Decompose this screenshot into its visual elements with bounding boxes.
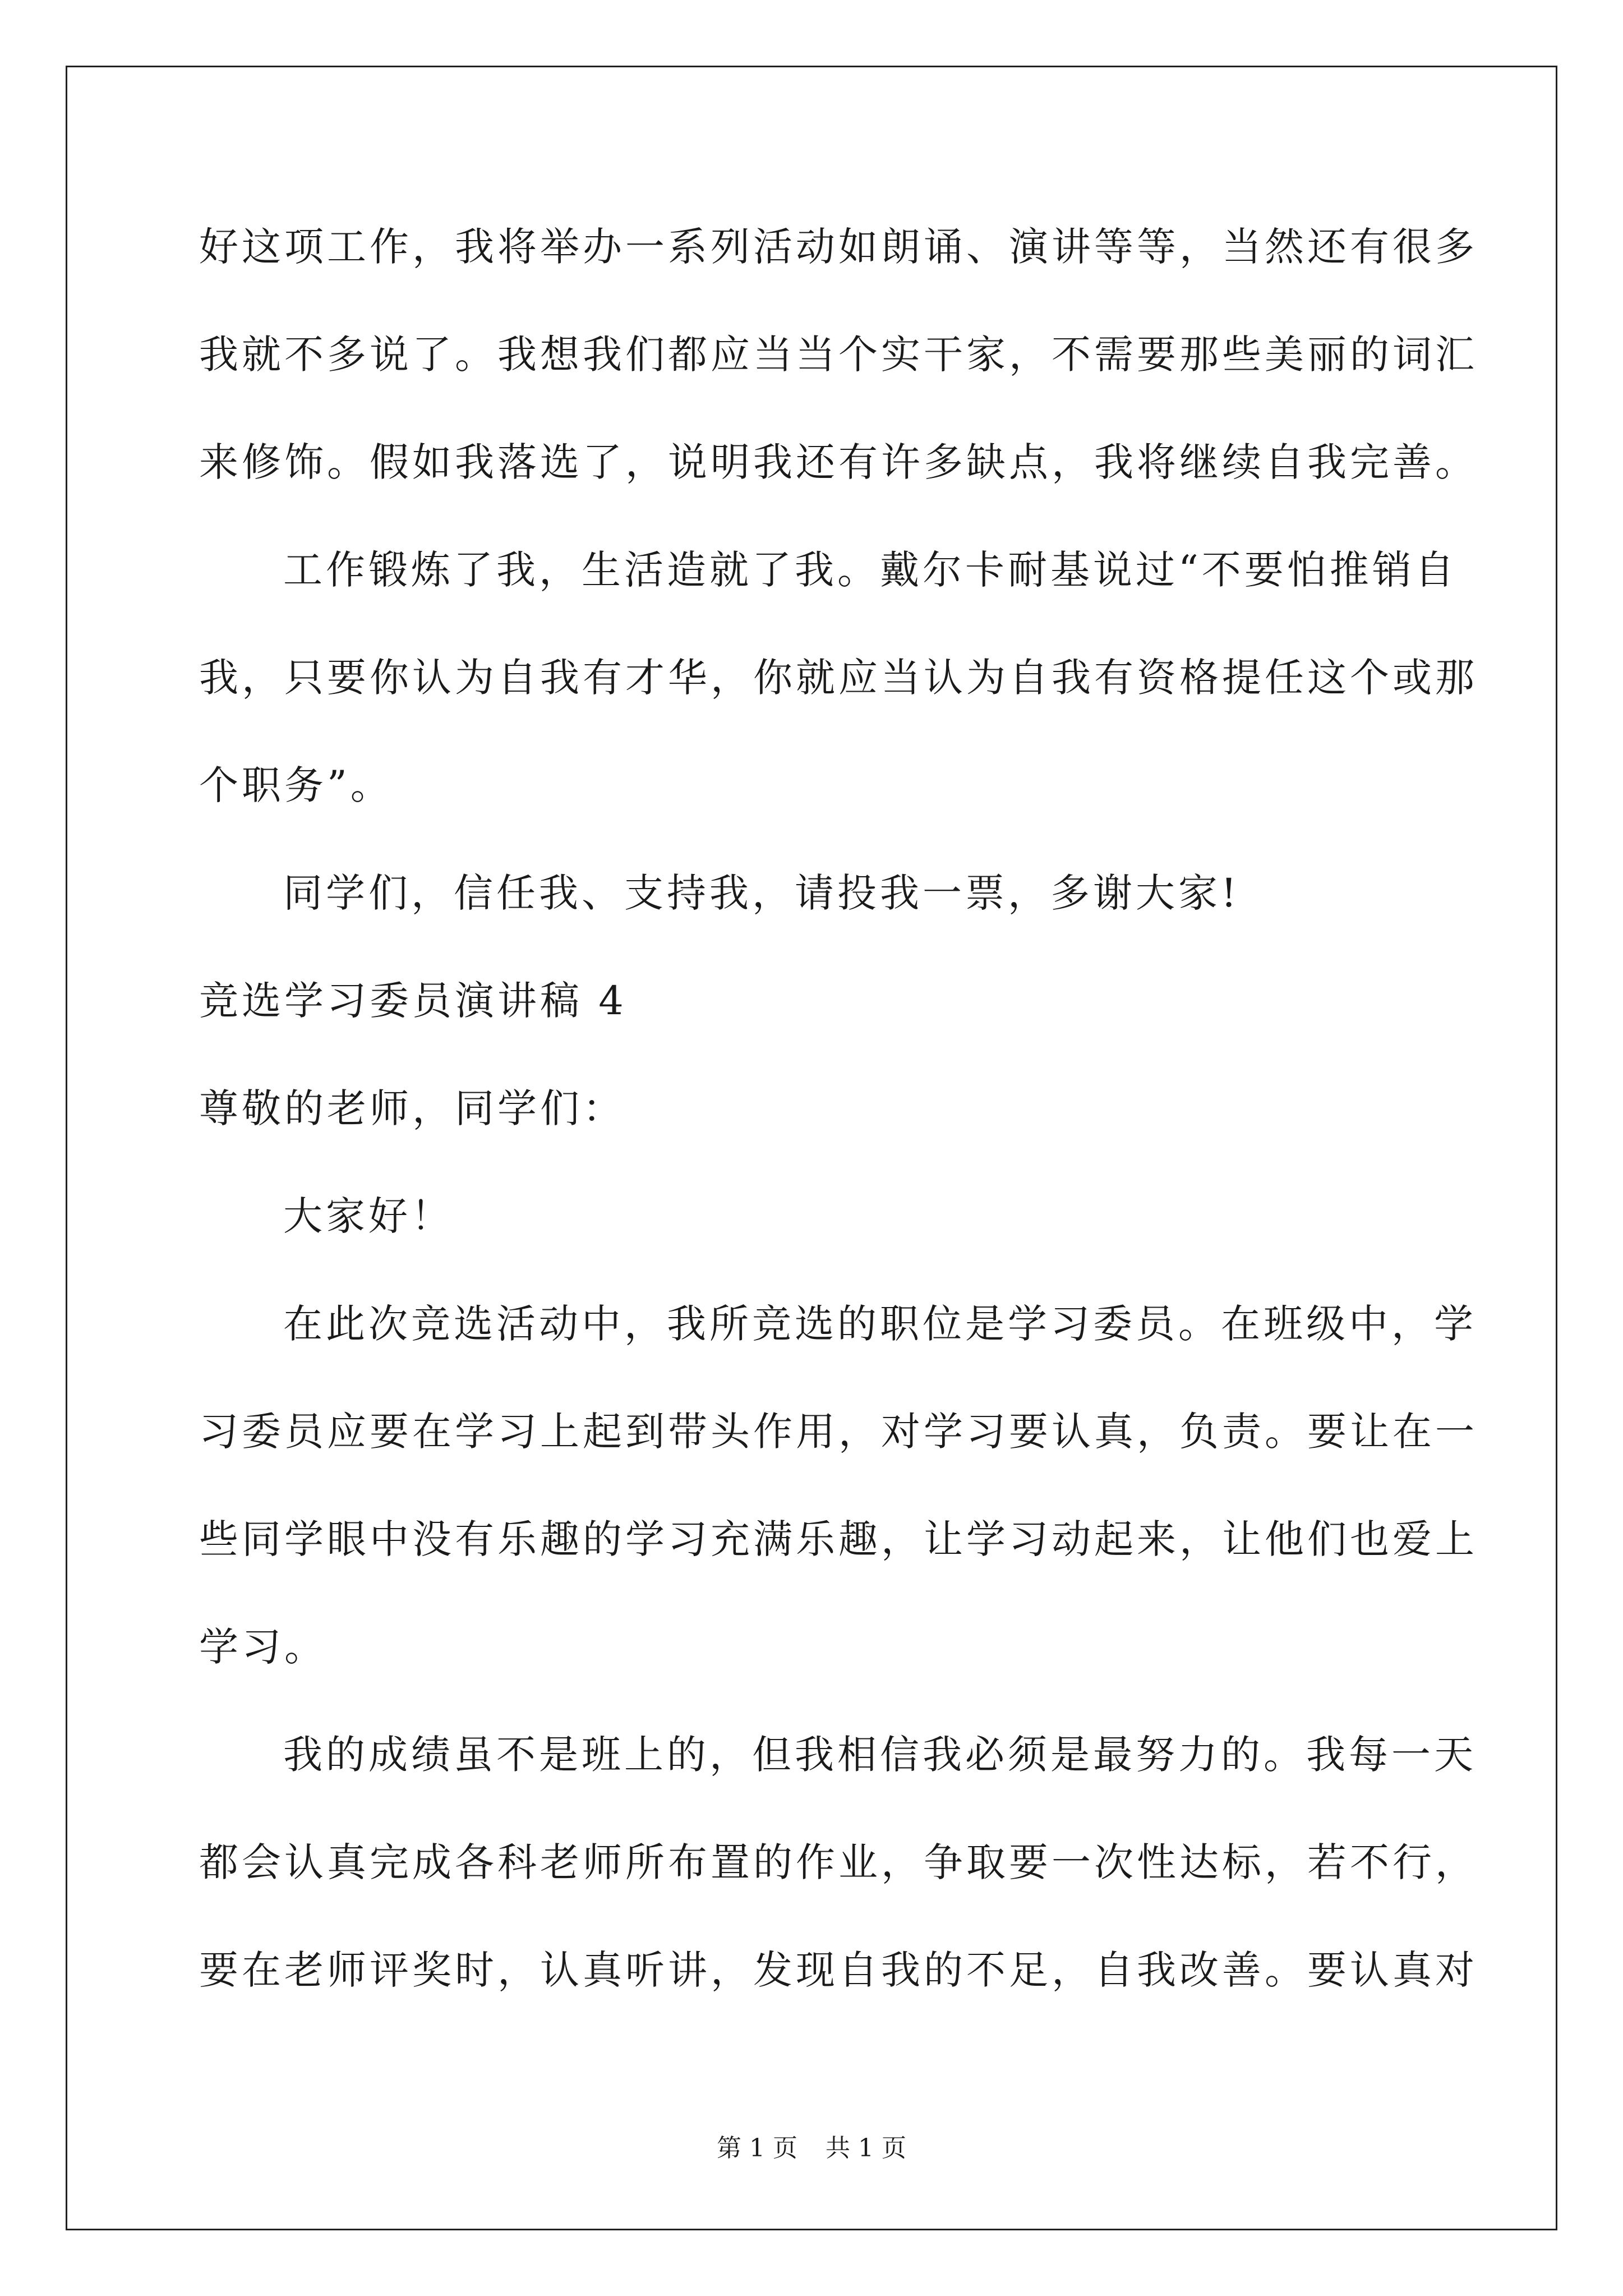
text-line: 个职务”。 — [199, 762, 393, 808]
text-line: 好这项工作，我将举办一系列活动如朗诵、演讲等等，当然还有很多 — [199, 224, 1478, 270]
text-line: 我就不多说了。我想我们都应当当个实干家，不需要那些美丽的词汇 — [199, 332, 1478, 378]
section-heading: 竞选学习委员演讲稿 4 — [199, 978, 627, 1024]
text-line: 我，只要你认为自我有才华，你就应当认为自我有资格提任这个或那 — [199, 655, 1478, 701]
text-line: 要在老师评奖时，认真听讲，发现自我的不足，自我改善。要认真对 — [199, 1947, 1478, 1993]
text-line: 在此次竞选活动中，我所竞选的职位是学习委员。在班级中，学 — [283, 1301, 1477, 1347]
text-line: 同学们，信任我、支持我，请投我一票，多谢大家! — [283, 870, 1241, 916]
text-line: 都会认真完成各科老师所布置的作业，争取要一次性达标，若不行， — [199, 1839, 1478, 1885]
page-border — [66, 66, 1557, 2230]
text-line: 学习。 — [199, 1624, 327, 1670]
page-total: 共 1 页 — [826, 2134, 906, 2162]
page-footer — [0, 2132, 1623, 2165]
text-line: 些同学眼中没有乐趣的学习充满乐趣，让学习动起来，让他们也爱上 — [199, 1516, 1478, 1562]
text-line: 来修饰。假如我落选了，说明我还有许多缺点，我将继续自我完善。 — [199, 439, 1478, 485]
text-line: 我的成绩虽不是班上的，但我相信我必须是最努力的。我每一天 — [283, 1732, 1477, 1778]
page-number: 第 1 页 — [717, 2134, 797, 2162]
salutation: 尊敬的老师，同学们： — [199, 1085, 625, 1131]
greeting: 大家好！ — [283, 1193, 454, 1239]
text-line: 工作锻炼了我，生活造就了我。戴尔卡耐基说过“不要怕推销自 — [283, 547, 1458, 593]
text-line: 习委员应要在学习上起到带头作用，对学习要认真，负责。要让在一 — [199, 1409, 1478, 1455]
